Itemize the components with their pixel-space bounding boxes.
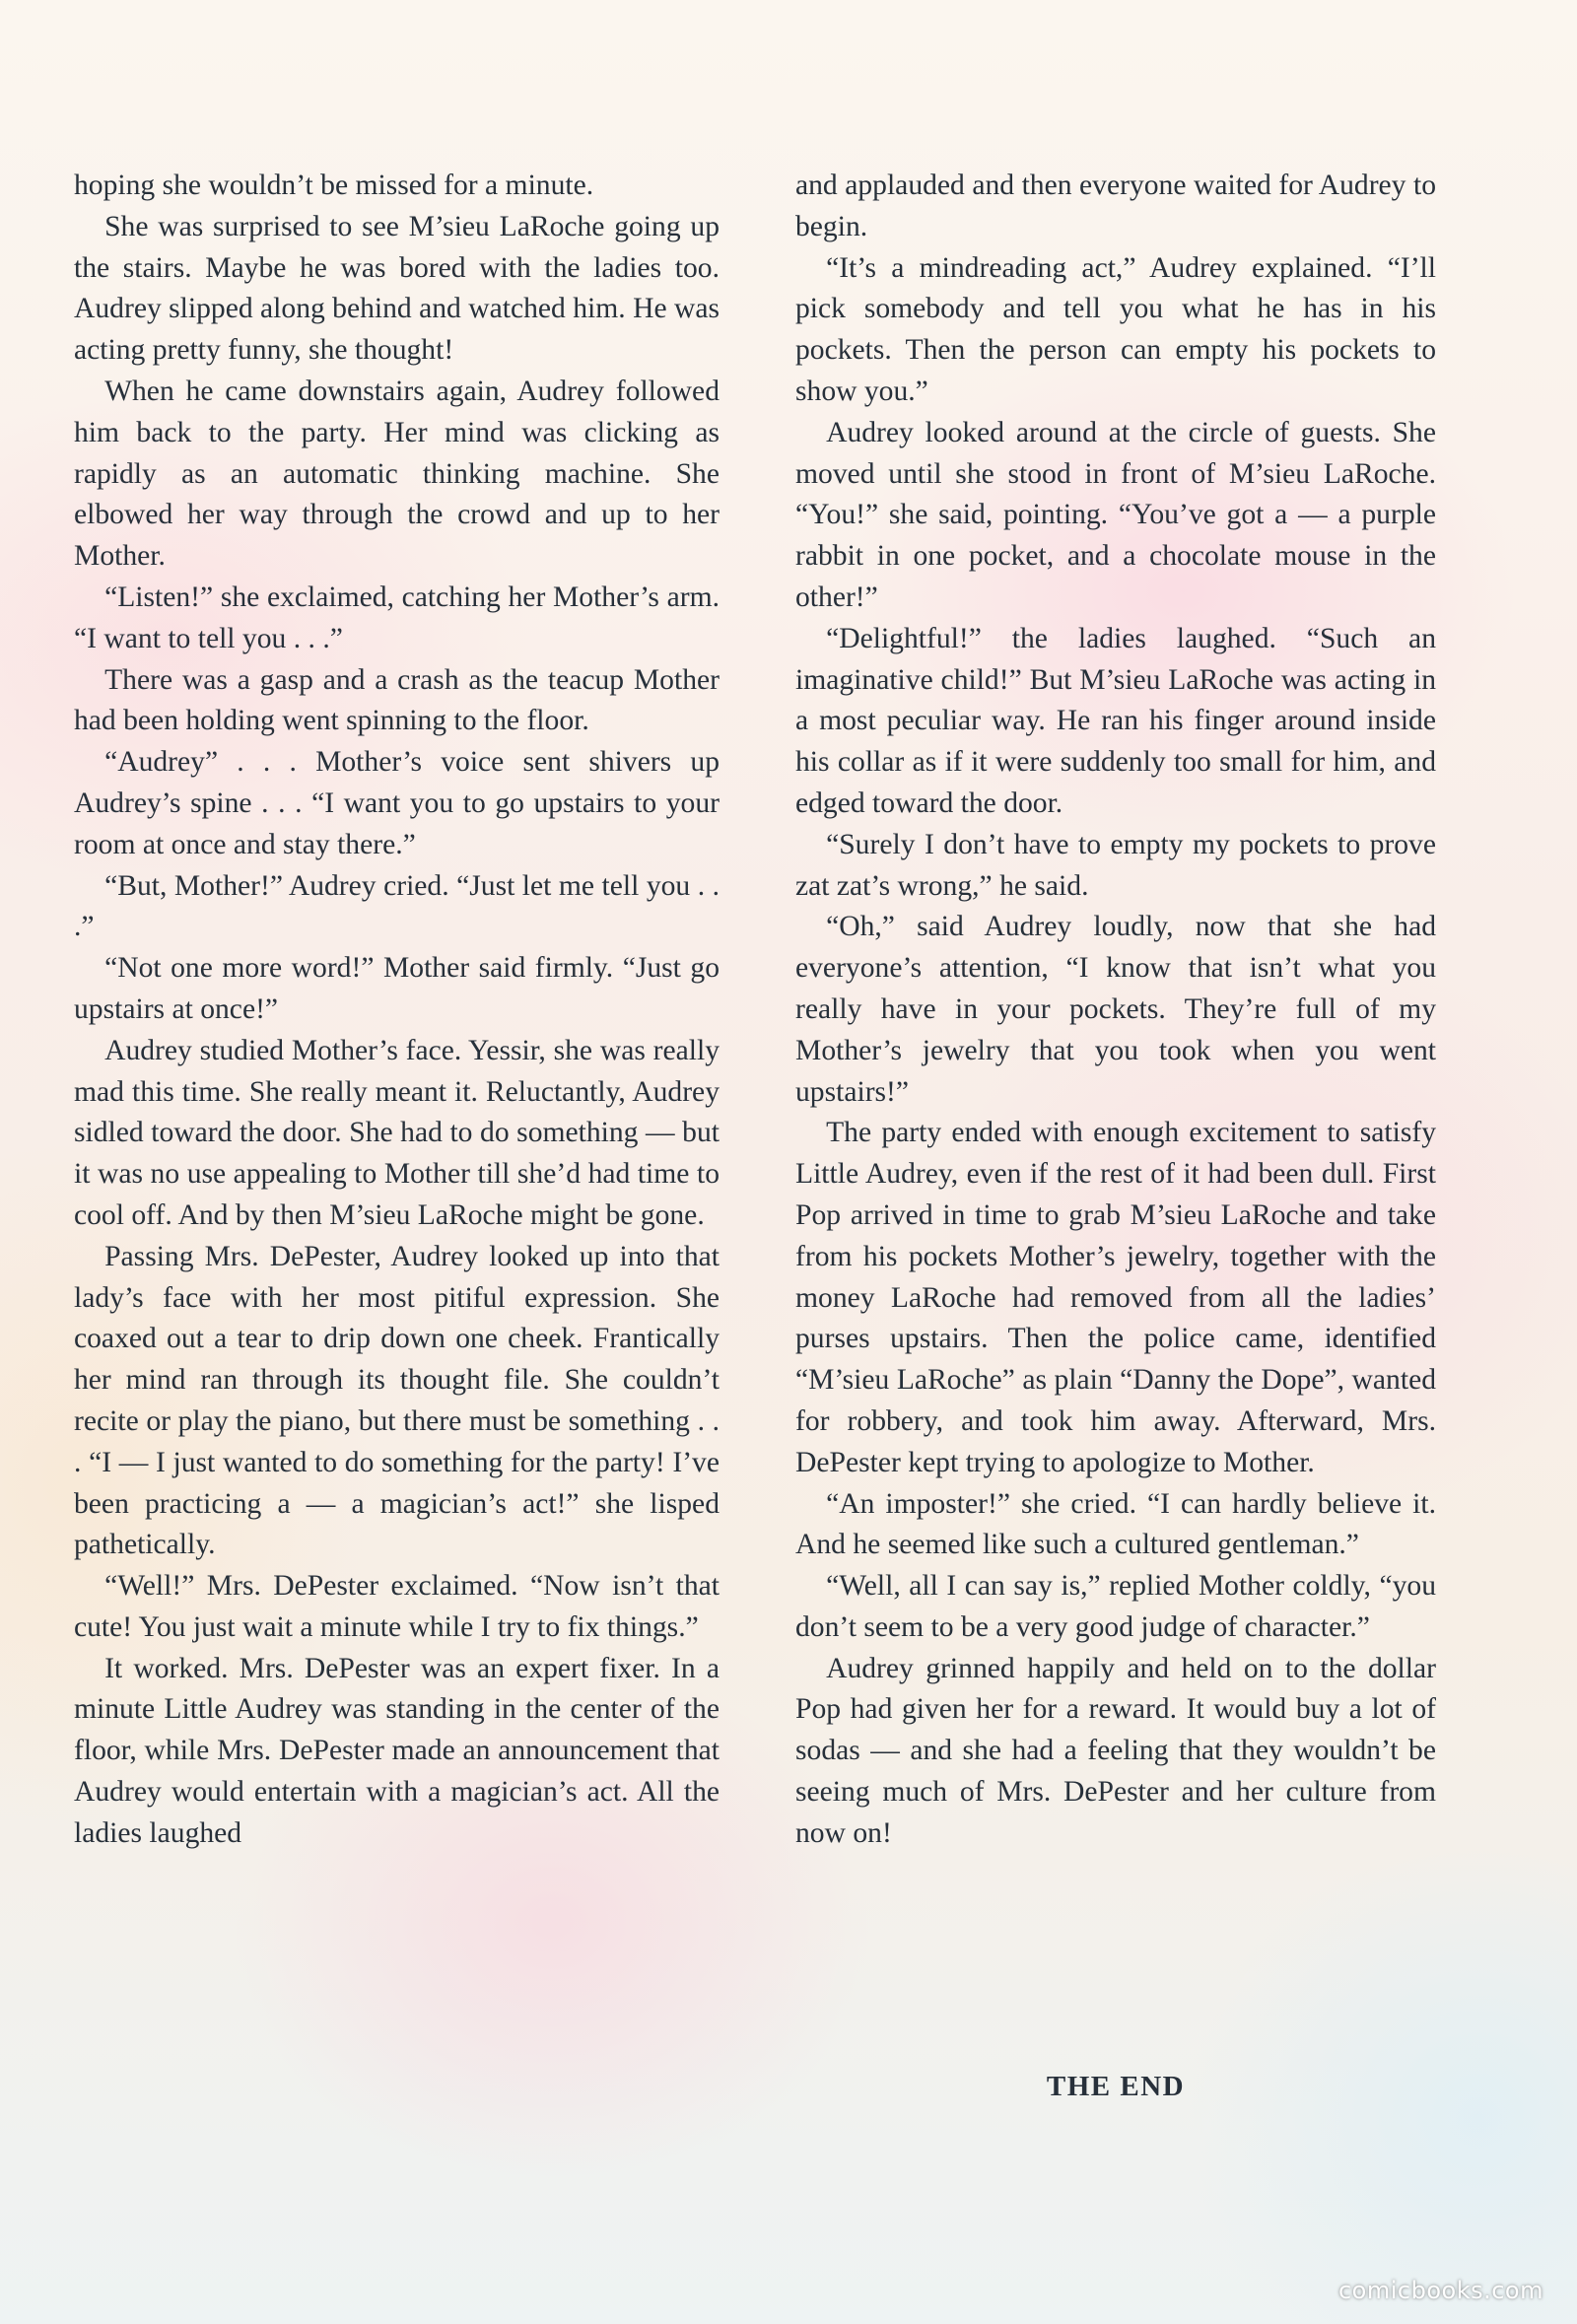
paragraph: Audrey looked around at the circle of guests. She moved until she stood in front of M’sieu LaRoche. “You!” she said, pointing. “You’ve got a — a purple rabbit in one pocket, and a chocolate mouse in the other!” [795, 416, 1436, 613]
paragraph: “Well, all I can say is,” replied Mother coldly, “you don’t seem to be a very good judge of character.” [795, 1570, 1436, 1643]
paragraph: When he came downstairs again, Audrey followed him back to the party. Her mind was clicking as rapidly as an automatic thinking machine. She elbowed her way through the crowd and up to her Mother. [74, 375, 720, 573]
text-column-right [795, 166, 1436, 1855]
watermark: comicbooks.com [1337, 2277, 1543, 2304]
paragraph: “Surely I don’t have to empty my pockets to prove zat zat’s wrong,” he said. [795, 828, 1436, 902]
paragraph: “An imposter!” she cried. “I can hardly believe it. And he seemed like such a cultured gentleman.” [795, 1487, 1436, 1561]
paragraph: “But, Mother!” Audrey cried. “Just let me tell you . . .” [74, 869, 720, 943]
paragraph: Audrey studied Mother’s face. Yessir, she was really mad this time. She really meant it. Reluctantly, Audrey sidled toward the door. She had to do something — but it was no use appealing to Mother till she’d had time to cool off. And by then M’sieu LaRoche might be gone. [74, 1034, 720, 1231]
paragraph: “Audrey” . . . Mother’s voice sent shivers up Audrey’s spine . . . “I want you to go upstairs to your room at once and stay there.” [74, 746, 720, 860]
paragraph: Passing Mrs. DePester, Audrey looked up into that lady’s face with her most pitiful expression. She coaxed out a tear to drip down one cheek. Frantically her mind ran through its thought file. She couldn’t recite or play the piano, but there must be something . . . “I — I just wanted to do something for the party! I’ve been practicing a — a magician’s act!” she lisped pathetically. [74, 1240, 720, 1561]
text-column-left [74, 166, 720, 1855]
paragraph: It worked. Mrs. DePester was an expert fixer. In a minute Little Audrey was standing in the center of the floor, while Mrs. DePester made an announcement that Audrey would entertain with a magician’s act. All the ladies laughed [74, 1652, 720, 1849]
paragraph: “Oh,” said Audrey loudly, now that she had everyone’s attention, “I know that isn’t what you really have in your pockets. They’re full of my Mother’s jewelry that you took when you went upstairs!” [795, 911, 1436, 1108]
paragraph: and applauded and then everyone waited for Audrey to begin. [795, 170, 1436, 242]
paragraph: The party ended with enough excitement to satisfy Little Audrey, even if the rest of it had been dull. First Pop arrived in time to grab M’sieu LaRoche and take from his pockets Mother’s jewelry, together with the money LaRoche had removed from all the ladies’ purses upstairs. Then the police came, identified “M’sieu LaRoche” as plain “Danny the Dope”, wanted for robbery, and took him away. Afterward, Mrs. DePester kept trying to apologize to Mother. [795, 1117, 1436, 1478]
paragraph: “Not one more word!” Mother said firmly. “Just go upstairs at once!” [74, 952, 720, 1025]
paragraph: She was surprised to see M’sieu LaRoche going up the stairs. Maybe he was bored with the ladies too. Audrey slipped along behind and watched him. He was acting pretty funny, she thought! [74, 210, 720, 367]
paragraph: “Well!” Mrs. DePester exclaimed. “Now isn’t that cute! You just wait a minute while I try to fix things.” [74, 1570, 720, 1643]
paragraph: Audrey grinned happily and held on to the dollar Pop had given her for a reward. It would buy a lot of sodas — and she had a feeling that they wouldn’t be seeing much of Mrs. DePester and her culture from now on! [795, 1652, 1436, 1849]
the-end-label: THE END [1046, 2071, 1186, 2102]
paragraph: There was a gasp and a crash as the teacup Mother had been holding went spinning to the floor. [74, 663, 720, 737]
paragraph: “Delightful!” the ladies laughed. “Such an imaginative child!” But M’sieu LaRoche was acting in a most peculiar way. He ran his finger around inside his collar as if it were suddenly too small for him, and edged toward the door. [795, 622, 1436, 819]
paragraph: “It’s a mindreading act,” Audrey explained. “I’ll pick somebody and tell you what he has in his pockets. Then the person can empty his pockets to show you.” [795, 251, 1436, 407]
paragraph: hoping she wouldn’t be missed for a minute. [74, 170, 594, 201]
paragraph: “Listen!” she exclaimed, catching her Mother’s arm. “I want to tell you . . .” [74, 581, 720, 654]
